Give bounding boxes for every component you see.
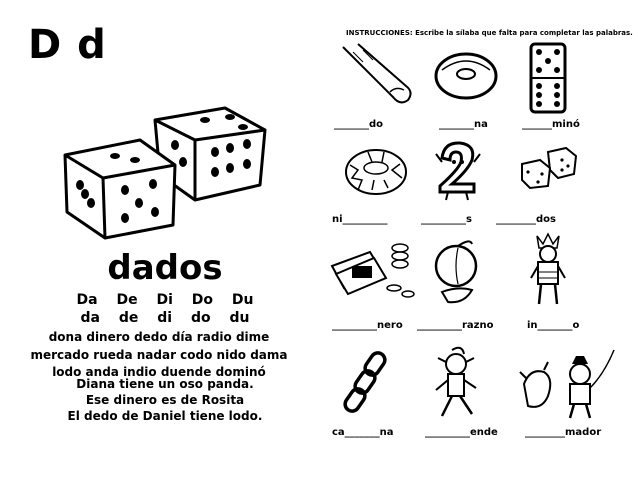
exercise-caption: _________ende <box>425 427 498 438</box>
exercise-caption: _________razno <box>417 320 494 331</box>
instructions-text: Escribe la sílaba que falta para completar las palabras. <box>415 29 633 37</box>
exercise-indian <box>515 232 611 332</box>
word-list <box>0 329 318 382</box>
indian-icon <box>523 232 573 308</box>
exercise-caption: ________dos <box>496 214 556 225</box>
sentence: Ese dinero es de Rosita <box>85 393 245 407</box>
domino-icon <box>523 42 573 114</box>
goblin-icon <box>428 344 488 424</box>
word-list-line: dona dinero dedo día radio dime <box>48 330 270 344</box>
exercise-dice <box>510 140 606 240</box>
exercise-caption: _________nero <box>332 320 403 331</box>
instructions-label: INSTRUCCIONES: <box>346 29 413 37</box>
letter-heading: D d <box>28 22 107 68</box>
exercise-nest <box>330 140 426 240</box>
exercise-caption: in_______o <box>527 320 580 331</box>
tamer-icon <box>518 344 618 420</box>
finger-icon <box>338 42 418 112</box>
exercise-caption: ________mador <box>525 427 602 438</box>
main-word: dados <box>107 248 223 288</box>
donut-icon <box>428 42 508 112</box>
instructions <box>346 29 633 37</box>
syllables-upper: Da De Di Do Du <box>76 292 254 308</box>
dice-icon <box>518 140 578 190</box>
exercise-caption: _______do <box>334 119 384 130</box>
chain-icon <box>338 350 398 420</box>
syllables-lower: da de di do du <box>80 310 250 326</box>
word-list-line: mercado rueda nadar codo nido dama <box>30 347 288 362</box>
exercise-caption: ______minó <box>522 119 580 130</box>
money-icon <box>326 236 416 302</box>
sentences <box>0 376 330 424</box>
exercise-two <box>420 140 516 240</box>
exercise-caption: _________s <box>421 214 472 225</box>
sentence: El dedo de Daniel tiene lodo. <box>67 409 263 423</box>
dice-illustration <box>55 100 285 240</box>
exercise-caption: ca_______na <box>332 427 394 438</box>
peach-icon <box>428 236 488 308</box>
exercise-caption: ni_________ <box>332 214 388 225</box>
word-list-line: lodo anda indio duende dominó <box>52 365 266 379</box>
number-two-icon <box>428 140 488 202</box>
nest-icon <box>338 140 418 200</box>
sentence: Diana tiene un oso panda. <box>76 377 254 391</box>
exercise-caption: _______na <box>439 119 488 130</box>
